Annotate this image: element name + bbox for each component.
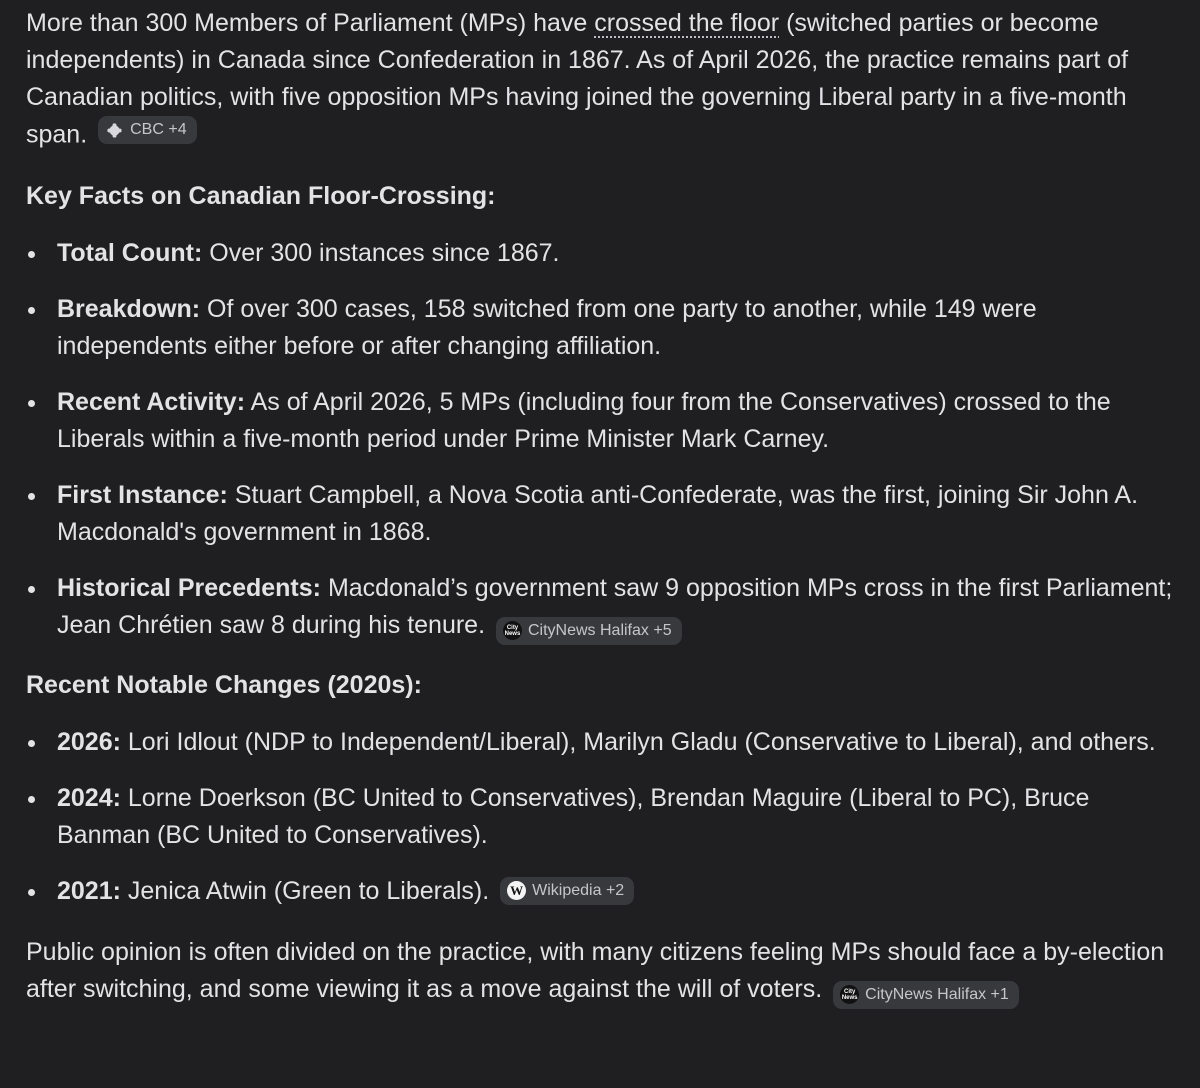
bullet-icon (28, 889, 35, 896)
recent-changes-heading: Recent Notable Changes (2020s): (26, 670, 422, 699)
source-chip-wikipedia[interactable] (500, 877, 634, 905)
list-item (26, 724, 1176, 761)
closing-paragraph (26, 934, 1176, 1009)
bullet-icon (28, 493, 35, 500)
intro-paragraph (26, 5, 1176, 154)
list-item-text: Jenica Atwin (Green to Liberals). (120, 876, 490, 905)
list-item (26, 570, 1176, 645)
list-item-term: First Instance: (57, 480, 228, 509)
list-item-text: Macdonald’s government saw 9 opposition MPs cross in the first Parliament; Jean Chrétien saw 8 during his tenure. (57, 573, 1173, 639)
source-chip-label: Wikipedia +2 (532, 881, 625, 899)
list-item-term: Breakdown: (57, 294, 201, 323)
source-chip-label: CityNews Halifax +5 (527, 621, 672, 639)
list-item (26, 780, 1176, 854)
ai-answer (26, 5, 1176, 1009)
bullet-icon (28, 740, 35, 747)
source-chip-citynews[interactable] (833, 981, 1019, 1009)
list-item-text: Over 300 instances since 1867. (202, 238, 560, 267)
list-item-text: Lorne Doerkson (BC United to Conservatives), Brendan Maguire (Liberal to PC), Bruce Banman (BC United to Conservatives). (57, 783, 1090, 849)
bullet-icon (28, 400, 35, 407)
list-item-term: 2026: (57, 727, 121, 756)
list-item-text: Of over 300 cases, 158 switched from one party to another, while 149 were independents either before or after changing affiliation. (57, 294, 1037, 360)
citynews-logo-icon: City News (503, 621, 522, 640)
source-chip-citynews[interactable] (496, 617, 682, 645)
list-item-term: Historical Precedents: (57, 573, 321, 602)
list-item-text: As of April 2026, 5 MPs (including four from the Conservatives) crossed to the Liberals within a five-month period under Prime Minister Mark Carney. (57, 387, 1111, 453)
cbc-logo-icon (105, 121, 124, 140)
list-item-term: 2024: (57, 783, 121, 812)
key-facts-heading: Key Facts on Canadian Floor-Crossing: (26, 181, 496, 210)
citynews-logo-icon: City News (840, 985, 859, 1004)
list-item-text: Stuart Campbell, a Nova Scotia anti-Confederate, was the first, joining Sir John A. Macdonald's government in 1868. (57, 480, 1139, 546)
bullet-icon (28, 586, 35, 593)
source-chip-label: CityNews Halifax +1 (865, 985, 1009, 1003)
bullet-icon (28, 307, 35, 314)
list-item (26, 384, 1176, 458)
list-item (26, 235, 1176, 272)
list-item (26, 873, 1176, 910)
list-item (26, 477, 1176, 551)
source-chip-cbc[interactable] (98, 116, 196, 144)
list-item-text: Lori Idlout (NDP to Independent/Liberal), Marilyn Gladu (Conservative to Liberal), and others. (120, 727, 1156, 756)
bullet-icon (28, 796, 35, 803)
list-item (26, 291, 1176, 365)
intro-text-start: More than 300 Members of Parliament (MPs) have (26, 9, 595, 37)
intro-text-end: (switched parties or become independents) in Canada since Confederation in 1867. As of April 2026, the practice remains part of Canadian politics, with five opposition MPs having joined the governing Liberal party in a five-month span. (26, 9, 1129, 149)
list-item-term: Recent Activity: (57, 387, 246, 416)
bullet-icon (28, 251, 35, 258)
closing-text: Public opinion is often divided on the practice, with many citizens feeling MPs should face a by-election after switching, and some viewing it as a move against the will of voters. (26, 937, 1165, 1003)
key-facts-list (26, 235, 1176, 645)
source-chip-label: CBC +4 (130, 121, 187, 138)
recent-changes-list (26, 724, 1176, 910)
list-item-term: 2021: (57, 876, 121, 905)
list-item-term: Total Count: (57, 238, 203, 267)
wikipedia-logo-icon: W (507, 881, 526, 900)
crossed-the-floor-link[interactable]: crossed the floor (594, 9, 780, 37)
